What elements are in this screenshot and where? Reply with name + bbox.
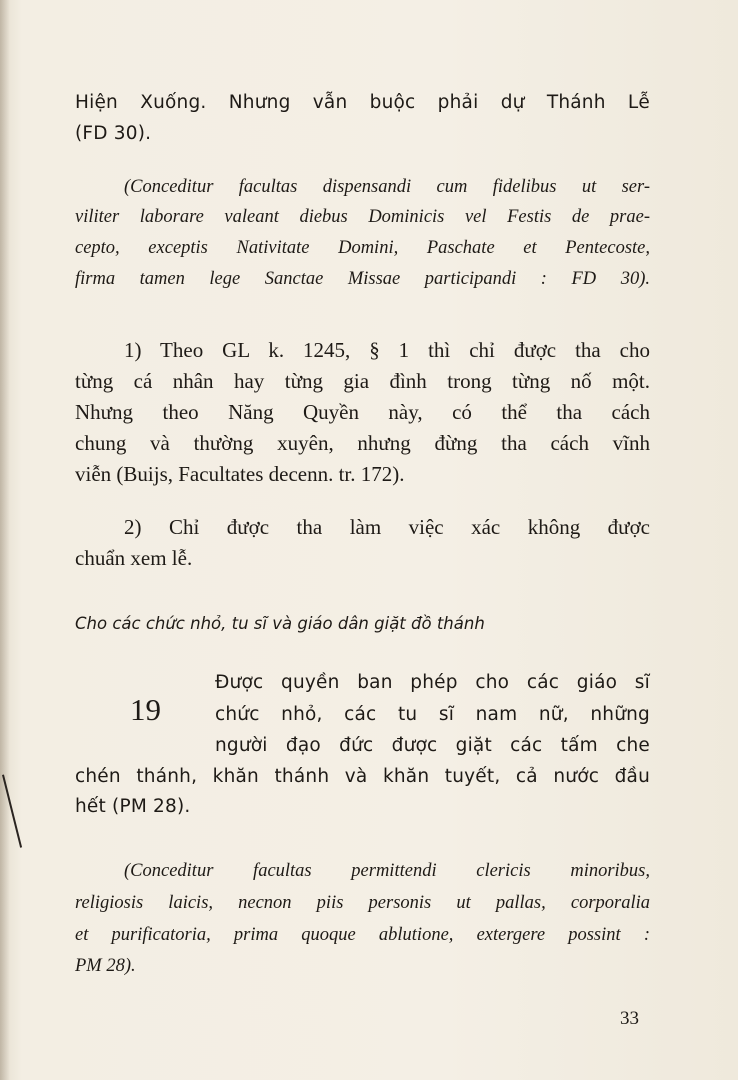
book-spine-shadow bbox=[0, 0, 10, 1080]
latin-line: et purificatoria, prima quoque ablutione, extergere possint : bbox=[75, 925, 650, 945]
latin-line: religiosis laicis, necnon piis personis ut pallas, corporalia bbox=[75, 893, 650, 913]
article-line: hết (PM 28). bbox=[75, 796, 191, 817]
note-line: Nhưng theo Năng Quyền này, có thể tha cách bbox=[75, 400, 650, 424]
latin-line: (Conceditur facultas dispensandi cum fidelibus ut ser- bbox=[124, 177, 650, 197]
article-line: Được quyền ban phép cho các giáo sĩ bbox=[215, 672, 650, 693]
article-number: 19 bbox=[130, 692, 161, 727]
note-line: viễn (Buijs, Facultates decenn. tr. 172). bbox=[75, 462, 405, 486]
article-line: chức nhỏ, các tu sĩ nam nữ, những bbox=[215, 704, 650, 725]
article-line: người đạo đức được giặt các tấm che bbox=[215, 735, 650, 756]
note-line: 2) Chỉ được tha làm việc xác không được bbox=[124, 515, 650, 539]
latin-line: firma tamen lege Sanctae Missae participandi : FD 30). bbox=[75, 269, 650, 289]
text-line: (FD 30). bbox=[75, 123, 152, 144]
page-number: 33 bbox=[620, 1008, 639, 1029]
note-line: 1) Theo GL k. 1245, § 1 thì chỉ được tha cho bbox=[124, 338, 650, 362]
note-line: chuẩn xem lễ. bbox=[75, 546, 193, 570]
latin-line: PM 28). bbox=[75, 956, 136, 976]
note-line: chung và thường xuyên, nhưng đừng tha cách vĩnh bbox=[75, 431, 650, 455]
section-heading: Cho các chức nhỏ, tu sĩ và giáo dân giặt đồ thánh bbox=[75, 614, 485, 633]
latin-line: viliter laborare valeant diebus Dominicis vel Festis de prae- bbox=[75, 207, 650, 227]
text-line: Hiện Xuống. Nhưng vẫn buộc phải dự Thánh Lễ bbox=[75, 92, 650, 113]
latin-line: cepto, exceptis Nativitate Domini, Paschate et Pentecoste, bbox=[75, 238, 650, 258]
article-line: chén thánh, khăn thánh và khăn tuyết, cả nước đầu bbox=[75, 766, 650, 787]
latin-line: (Conceditur facultas permittendi clericis minoribus, bbox=[124, 861, 650, 881]
note-line: từng cá nhân hay từng gia đình trong từng nố một. bbox=[75, 369, 650, 393]
